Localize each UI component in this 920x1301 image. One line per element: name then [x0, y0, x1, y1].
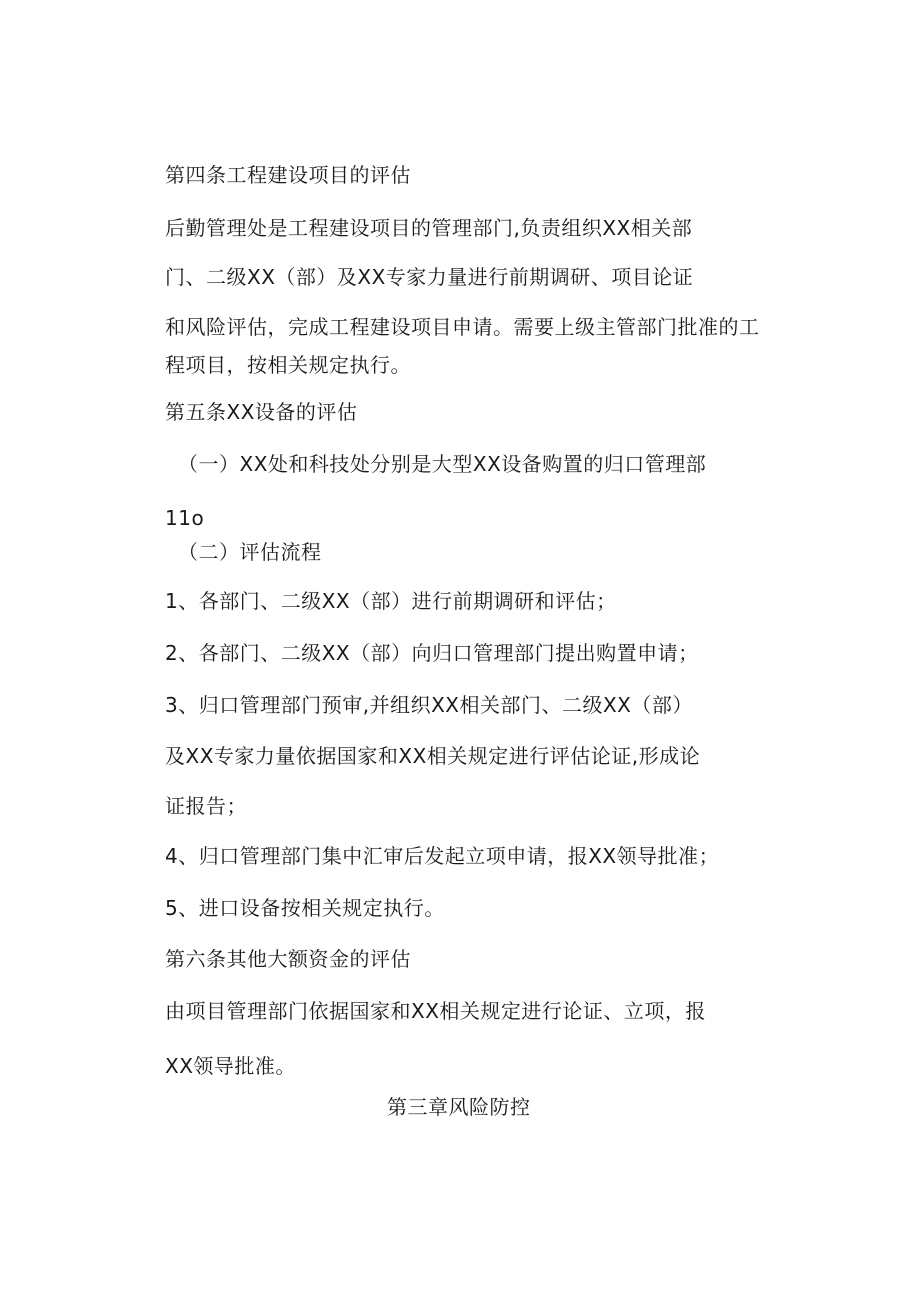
article-4-title: 第四条工程建设项目的评估	[165, 163, 411, 187]
step-3: 3、归口管理部门预审,并组织XX相关部门、二级XX（部）	[165, 693, 693, 717]
article-6-paragraph-line-1: 由项目管理部门依据国家和XX相关规定进行论证、立项，报	[165, 999, 706, 1023]
article-5-item-1-continuation: 11o	[165, 506, 205, 530]
article-5-item-2: （二）评估流程	[178, 540, 322, 564]
article-6-paragraph-line-2: XX领导批准。	[165, 1054, 296, 1078]
step-1: 1、各部门、二级XX（部）进行前期调研和评估；	[165, 589, 617, 613]
article-4-paragraph-line-3: 和风险评估，完成工程建设项目申请。需要上级主管部门批准的工	[165, 315, 760, 339]
article-6-title: 第六条其他大额资金的评估	[165, 947, 411, 971]
article-5-item-1: （一）XX处和科技处分别是大型XX设备购置的归口管理部	[178, 452, 707, 476]
article-4-paragraph-line-4: 程项目，按相关规定执行。	[165, 353, 411, 377]
step-4: 4、归口管理部门集中汇审后发起立项申请，报XX领导批准；	[165, 844, 720, 868]
step-2: 2、各部门、二级XX（部）向归口管理部门提出购置申请；	[165, 641, 699, 665]
step-3-continuation-2: 证报告；	[165, 794, 247, 818]
step-3-continuation-1: 及XX专家力量依据国家和XX相关规定进行评估论证,形成论	[165, 744, 701, 768]
article-5-title: 第五条XX设备的评估	[165, 400, 358, 424]
article-4-paragraph-line-2: 门、二级XX（部）及XX专家力量进行前期调研、项目论证	[165, 265, 694, 289]
chapter-3-heading: 第三章风险防控	[387, 1095, 531, 1119]
article-4-paragraph-line-1: 后勤管理处是工程建设项目的管理部门,负责组织XX相关部	[165, 216, 693, 240]
step-5: 5、进口设备按相关规定执行。	[165, 896, 445, 920]
